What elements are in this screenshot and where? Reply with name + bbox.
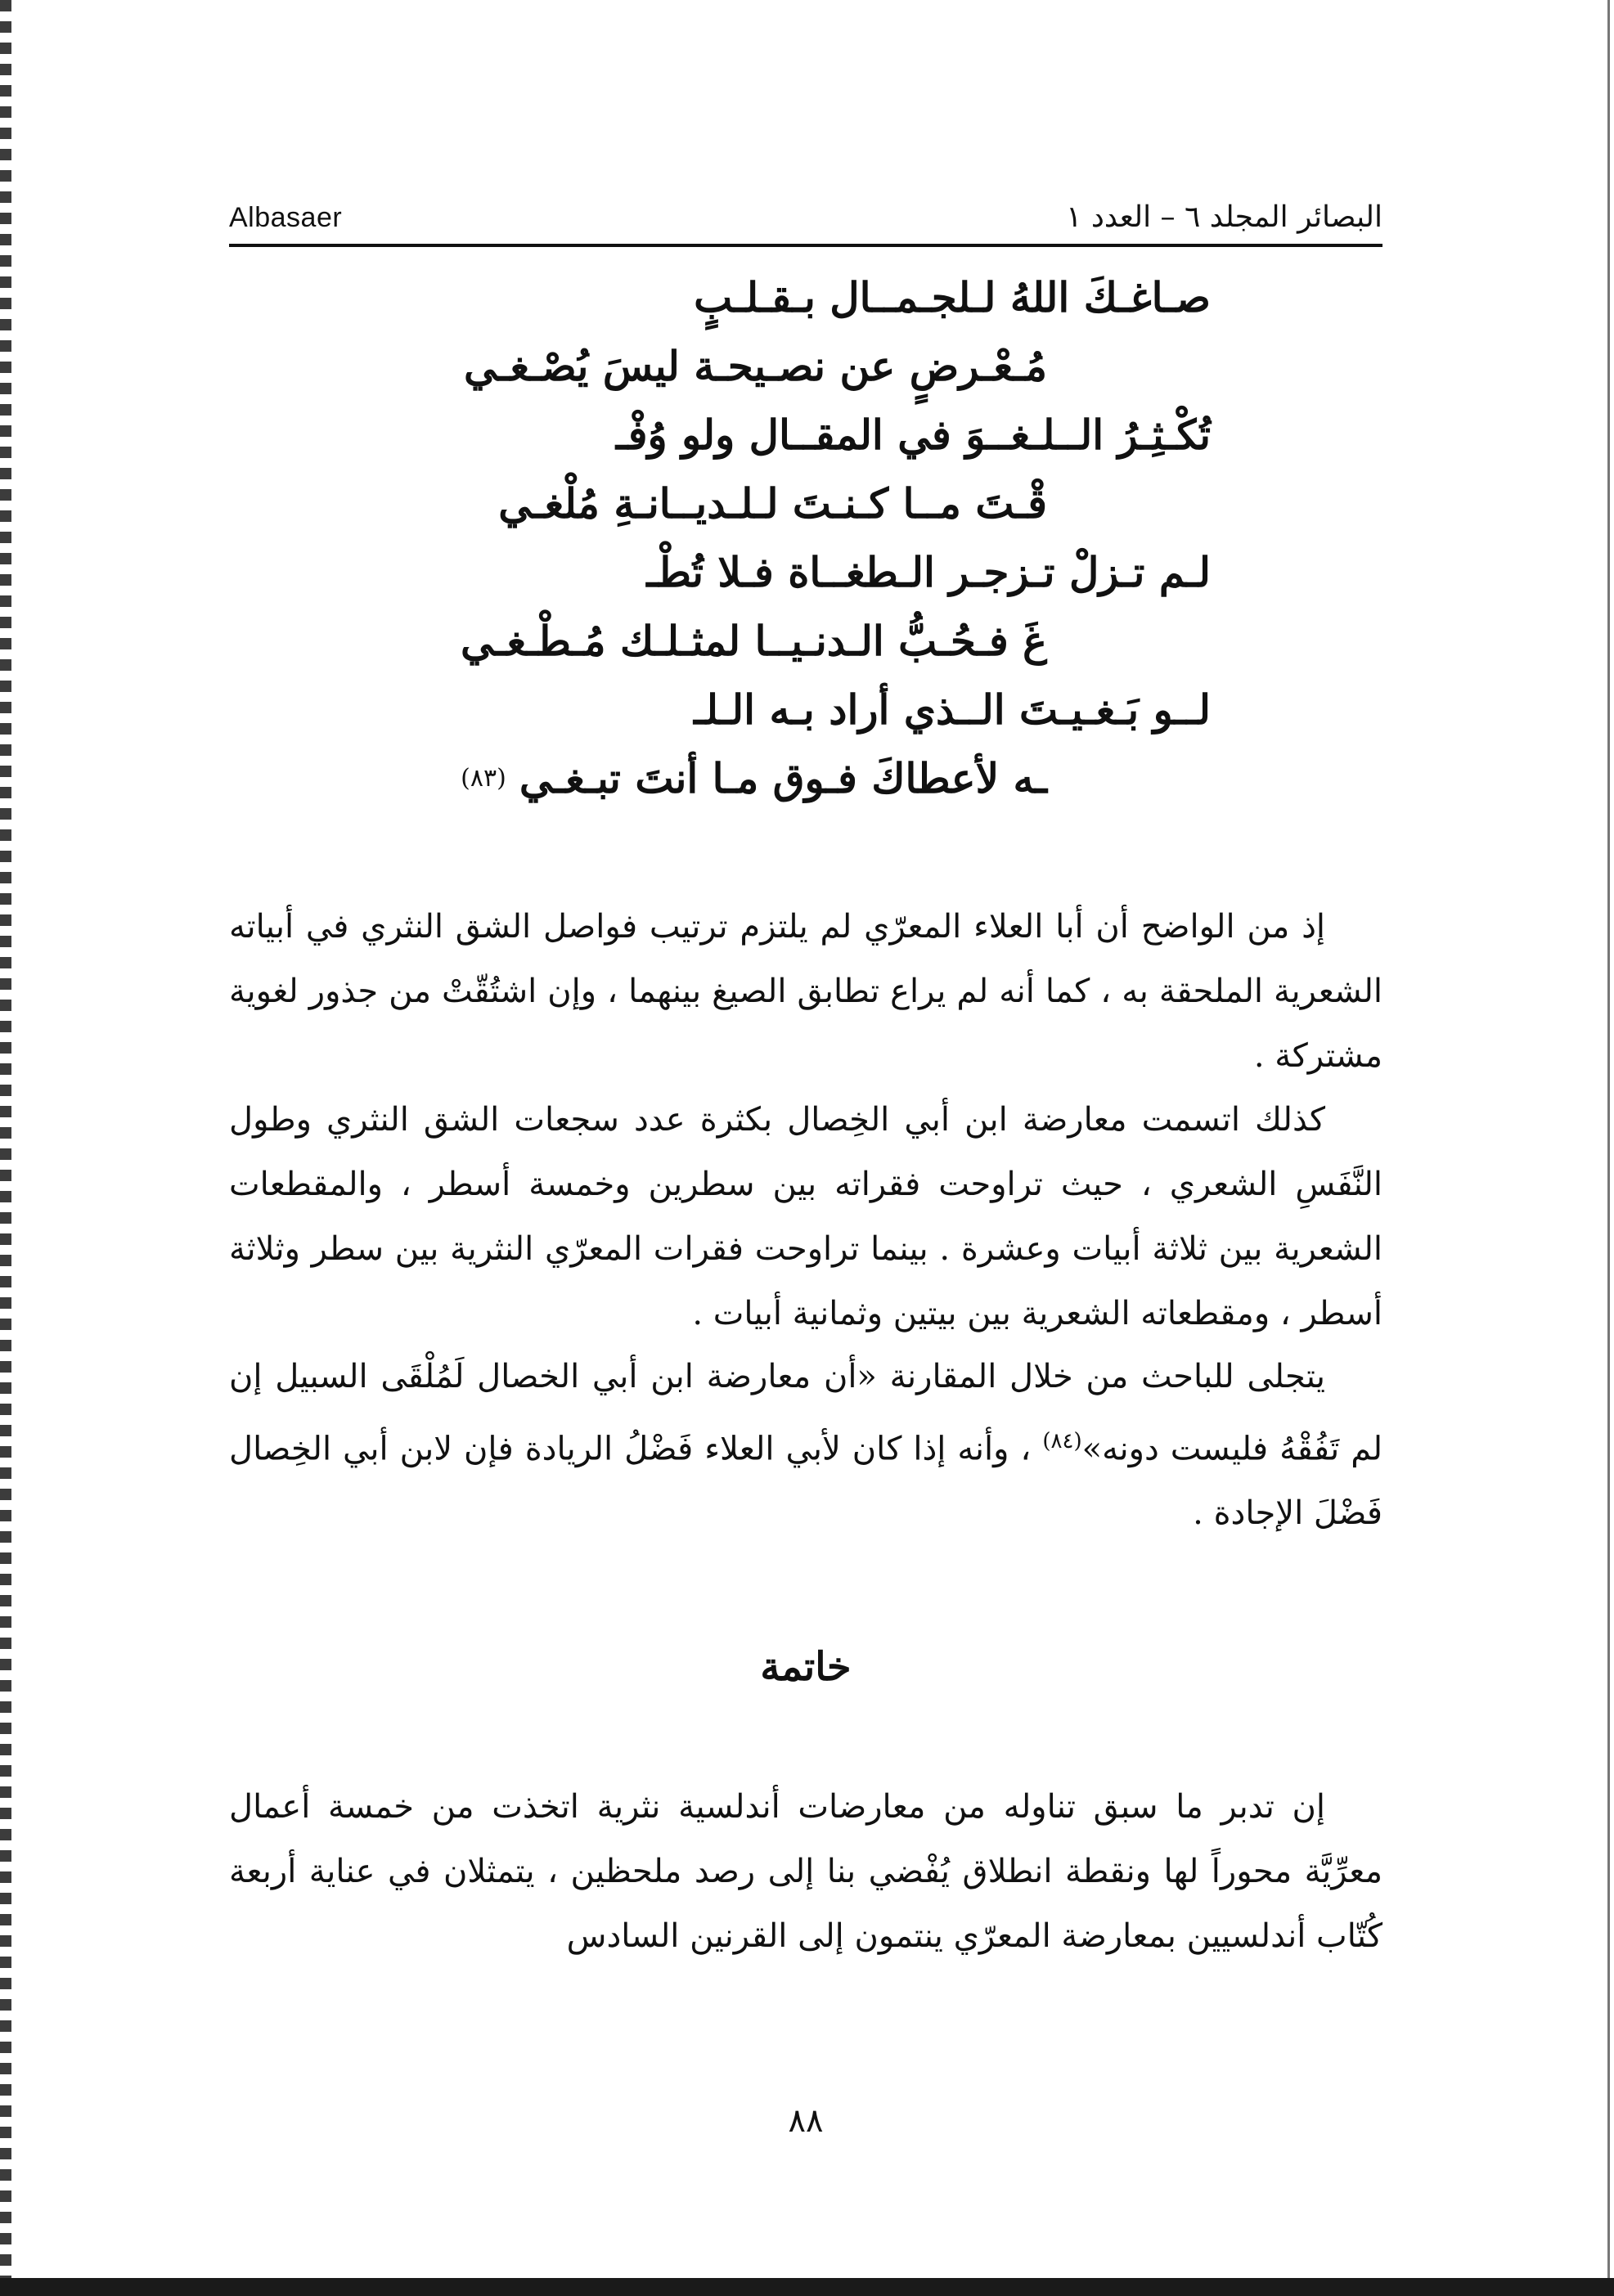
verse-text: ـه لأعطاكَ فـوق مـا أنتَ تبـغـي <box>519 754 1047 802</box>
scan-edge-bottom <box>0 2278 1614 2296</box>
section-title: خاتمة <box>760 1644 852 1690</box>
paragraph-text: كذلك اتسمت معارضة ابن أبي الخِصال بكثرة عدد سجعات الشق النثري وطول النَّفَسِ الشعري ، حيث تراوحت فقراته بين سطرين وخمسة أسطر ، والمقطعات الشعرية بين ثلاثة أبيات وعشرة . بينما تراوحت فقرات المعرّي النثرية بين سطر وثلاثة أسطر ، ومقطعاته الشعرية بين بيتين وثمانية أبيات . <box>229 1101 1382 1332</box>
verse-text: غَ فـحُـبُّ الـدنـيــا لمثـلـك مُـطْـغـي <box>461 617 1047 665</box>
header-rule <box>229 244 1382 247</box>
verse-text: تُكْـثِـرُ الــلـغــوَ في المقــال ولو وُفْـ <box>615 411 1211 459</box>
paragraph <box>229 1775 1382 1969</box>
poem-verse <box>409 401 1211 470</box>
poem-verse <box>409 538 1211 607</box>
paragraph-text: إذ من الواضح أن أبا العلاء المعرّي لم يلتزم ترتيب فواصل الشق النثري في أبياته الشعرية الملحقة به ، كما أنه لم يراع تطابق الصيغ بينهما ، وإن اشتُقّتْ من جذور لغوية مشتركة . <box>229 908 1382 1075</box>
verse-text: مُـعْـرضٍ عن نصـيحـة ليسَ يُصْـغـي <box>464 342 1047 390</box>
poem-verse <box>409 676 1211 744</box>
footnote-reference: (٨٣) <box>461 764 506 793</box>
paragraph-text: يتجلى للباحث من خلال المقارنة «أن معارضة ابن أبي الخصال لَمُلْقَى السبيل إن لم تَفُقْهُ فليست دونه» <box>229 1358 1383 1468</box>
verse-text: قْـتَ مــا كـنـتَ لـلـديــانـةِ مُلْغـي <box>498 479 1047 528</box>
poem <box>409 263 1211 813</box>
poem-verse <box>409 332 1211 401</box>
paragraph <box>229 895 1382 1089</box>
paragraph <box>229 1088 1382 1346</box>
poem-verse <box>409 263 1211 332</box>
scan-edge-left <box>0 0 11 2296</box>
verse-text: صـاغـكَ اللهُ لـلجـمــال بـقـلـبٍ <box>694 273 1211 321</box>
journal-latin-title: Albasaer <box>229 202 343 233</box>
page-number: ٨٨ <box>788 2102 824 2140</box>
running-header <box>229 185 1382 234</box>
scan-edge-right <box>1607 0 1614 2296</box>
footnote-reference: (٨٤) <box>1042 1429 1082 1454</box>
journal-arabic-title: البصائر المجلد ٦ – العدد ١ <box>1066 200 1382 234</box>
paragraph-text: إن تدبر ما سبق تناوله من معارضات أندلسية نثرية اتخذت من خمسة أعمال معرِّيَّة محوراً لها ونقطة انطلاق يُفْضي بنا إلى رصد ملحظين ، يتمثلان في عناية أربعة كُتّاب أندلسيين بمعارضة المعرّي ينتمون إلى القرنين السادس <box>229 1788 1382 1955</box>
poem-verse <box>409 744 1211 813</box>
paragraph <box>229 1345 1382 1546</box>
paragraph-text: ، وأنه إذا كان لأبي العلاء فَضْلُ الريادة فإن لابن أبي الخِصال فَضْلَ الإجادة . <box>229 1430 1382 1533</box>
poem-verse <box>409 607 1211 676</box>
verse-text: لــو بَـغـيـتَ الــذي أراد بـه الـلـ <box>694 685 1211 734</box>
poem-verse <box>409 470 1211 538</box>
verse-text: لـم تـزلْ تـزجـر الـطغــاة فـلا تُطْـ <box>646 548 1211 596</box>
